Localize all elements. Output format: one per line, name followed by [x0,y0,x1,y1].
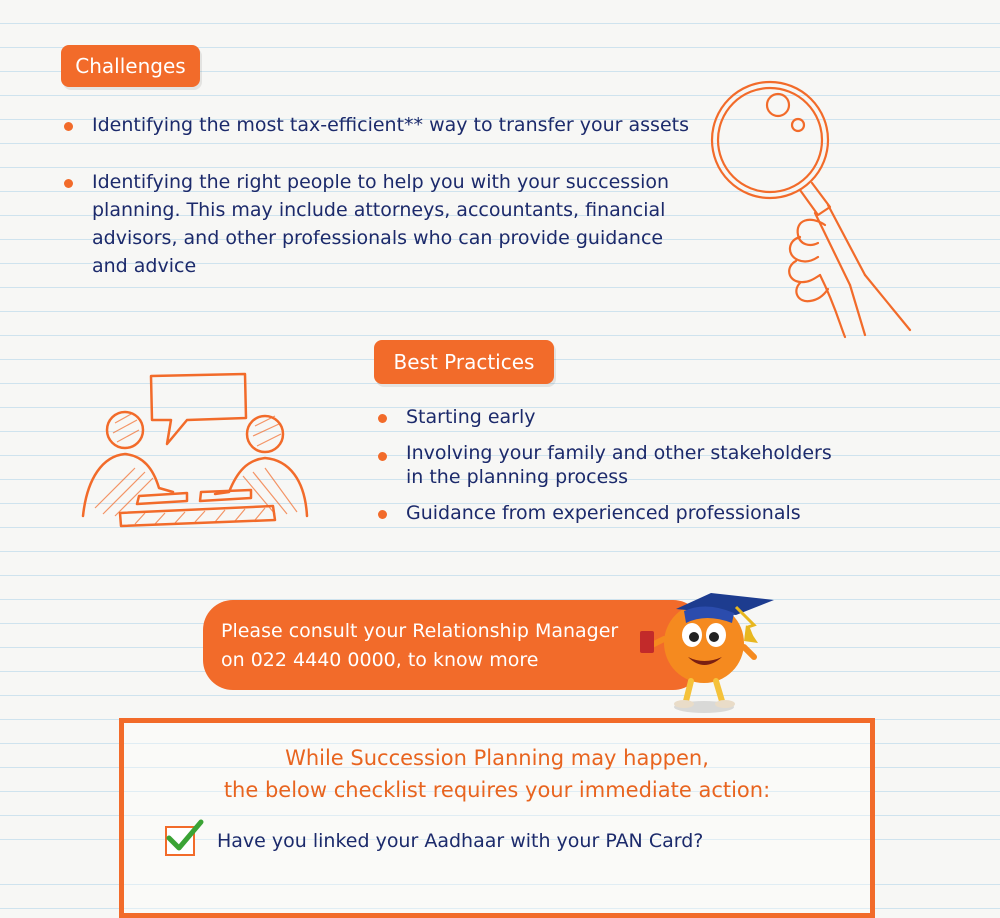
challenges-list [60,111,700,280]
list-item: Identifying the most tax-efficient** way to transfer your assets [60,111,700,139]
graduate-mascot-icon [636,565,781,715]
cta-line-1: Please consult your Relationship Manager [221,620,619,642]
checklist-item-text: Have you linked your Aadhaar with your PAN Card? [217,830,704,852]
challenges-label-text: Challenges [75,54,186,78]
list-item-text: Involving your family and other stakeholders in the planning process [406,442,832,488]
checklist-panel [119,718,875,918]
best-practices-list [374,403,854,527]
list-item [374,441,854,489]
list-item: Starting early [374,403,854,431]
best-practices-label [374,340,554,384]
best-practices-label-text: Best Practices [393,350,535,374]
challenges-label [61,45,200,87]
cta-line-2: on 022 4440 0000, to know more [221,649,539,671]
meeting-people-icon [75,368,315,533]
list-item: Guidance from experienced professionals [374,499,854,527]
checklist-heading-line-2: the below checklist requires your immediate action: [223,778,771,802]
checkmark-icon [165,818,205,854]
checkbox[interactable] [165,826,195,856]
checklist-heading-line-1: While Succession Planning may happen, [285,746,709,770]
magnifying-glass-icon [700,75,930,345]
checklist-item [165,826,703,856]
list-item: Identifying the right people to help you with your succession planning. This may include attorneys, accountants, financial advisors, and other professionals who can provide guidance and advice [60,168,700,280]
contact-banner [203,600,703,690]
